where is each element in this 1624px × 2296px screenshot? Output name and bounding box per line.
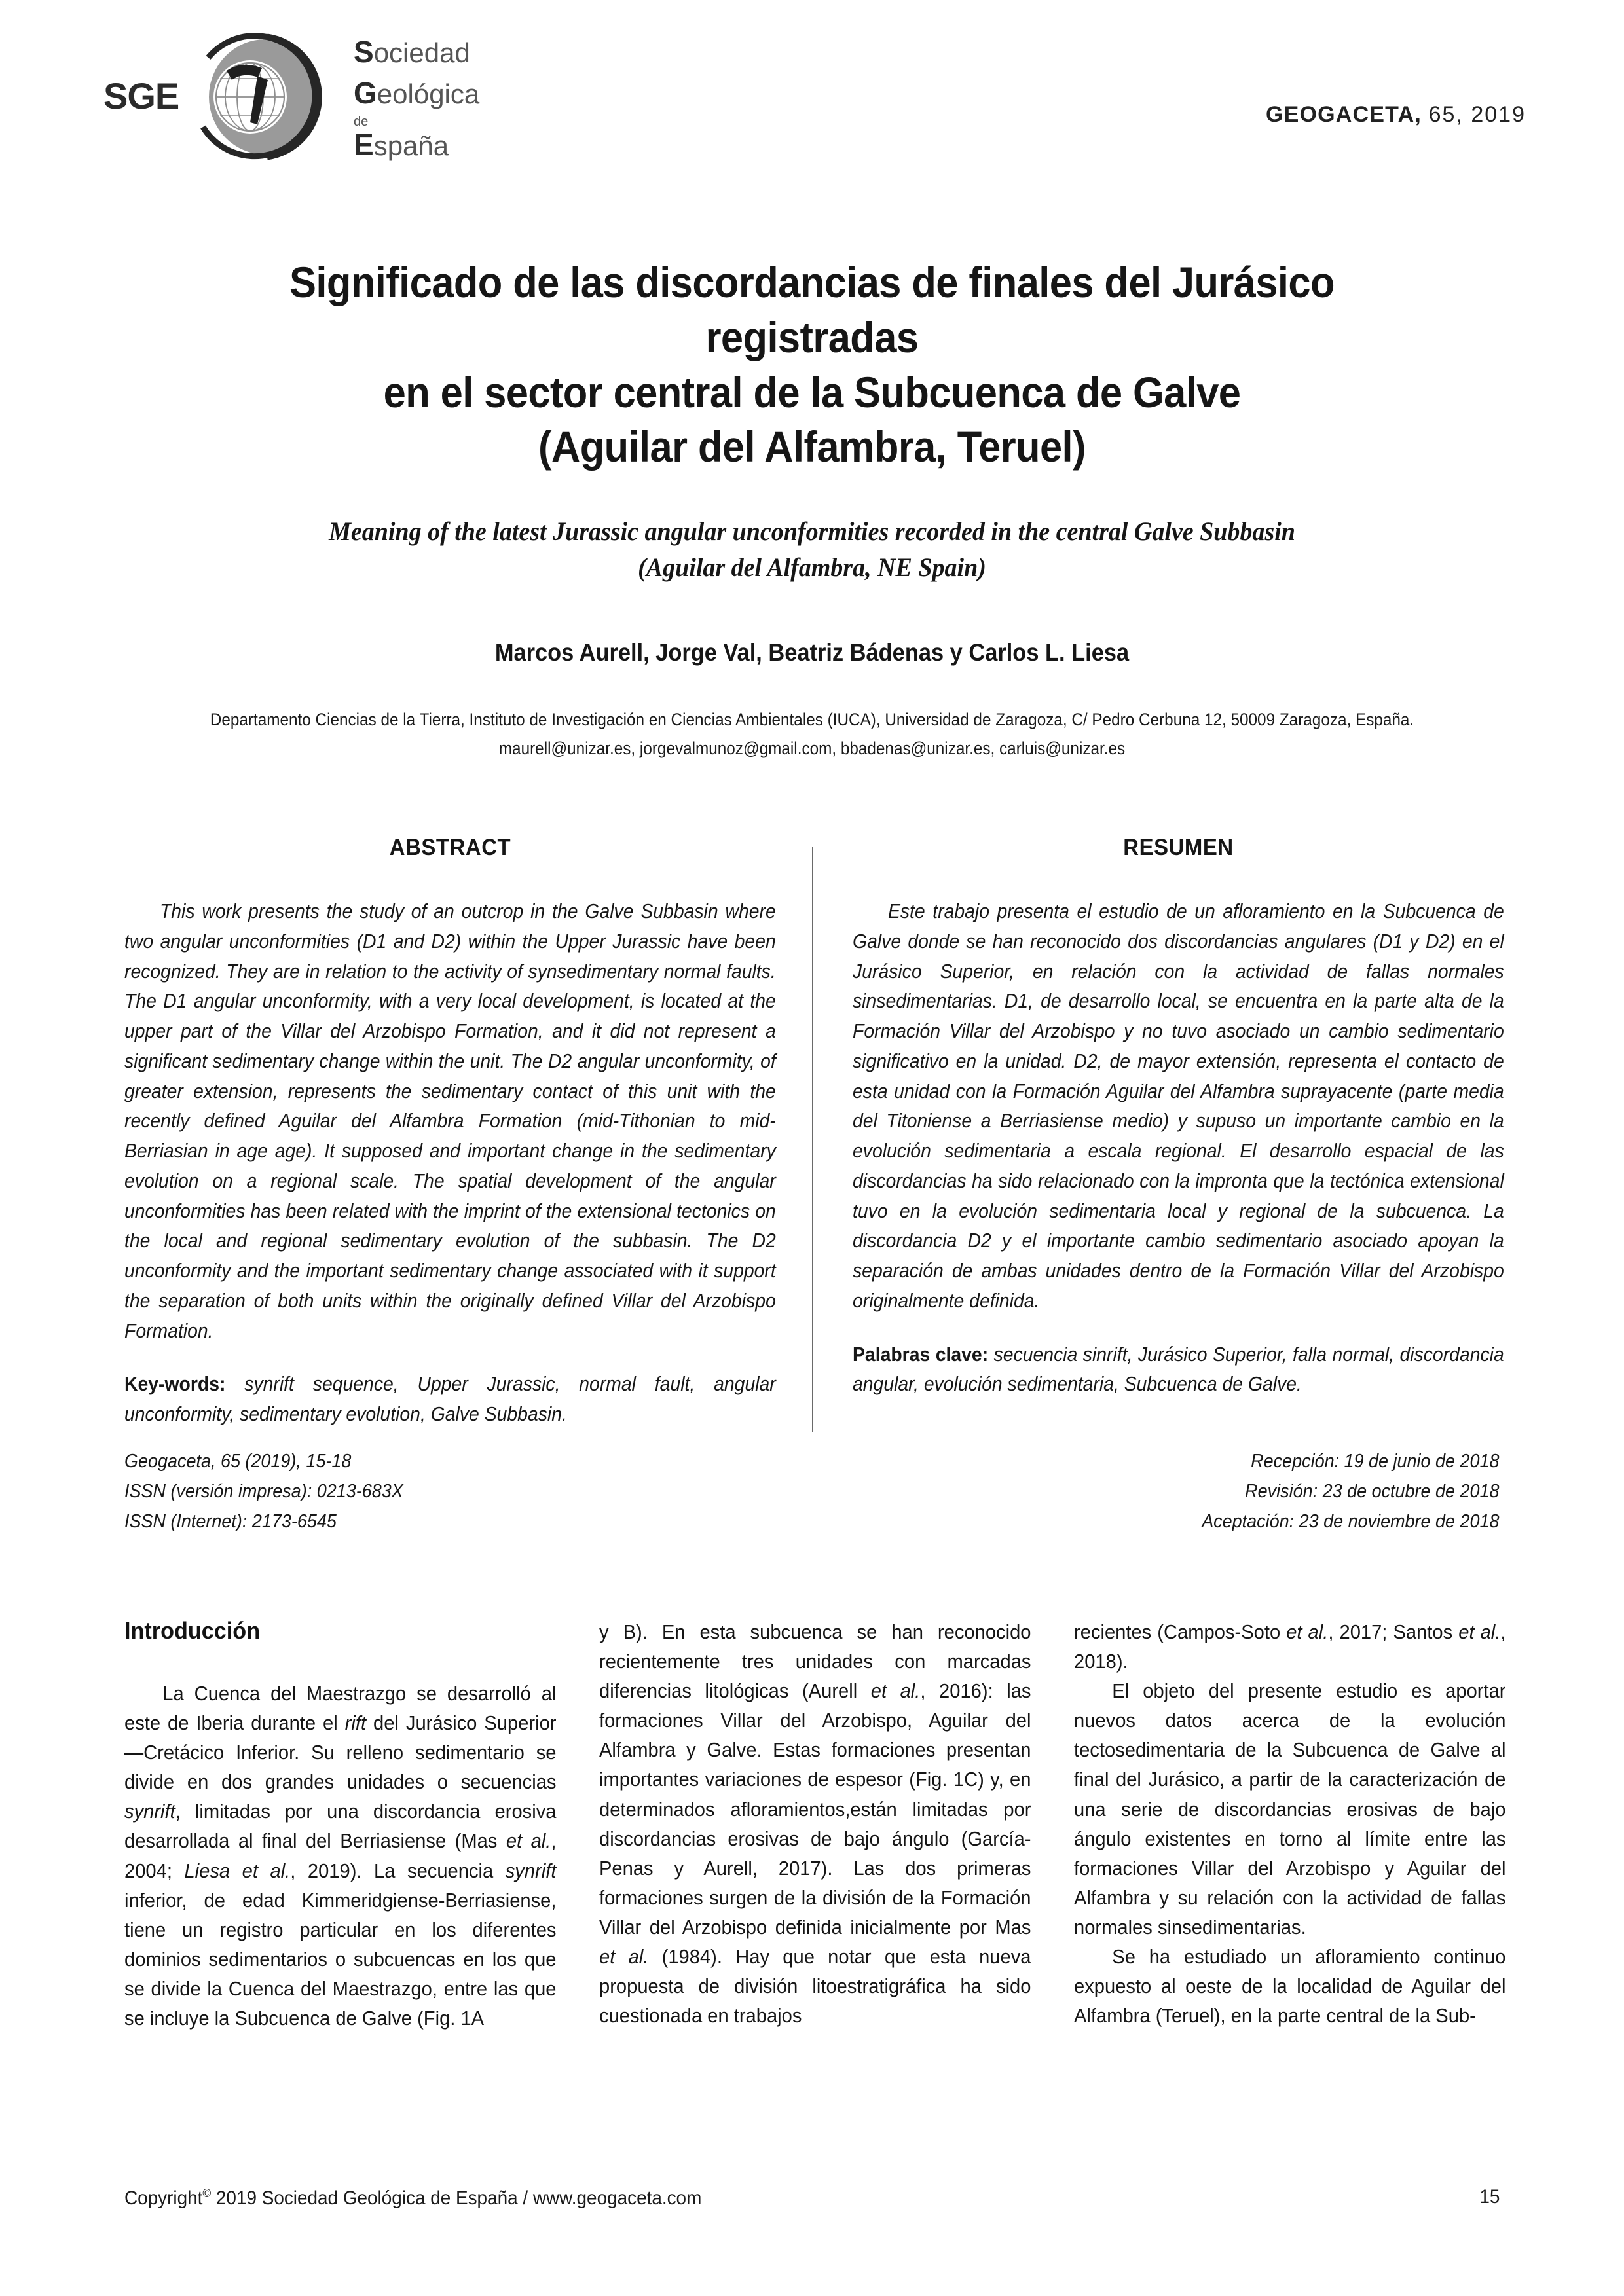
title-block bbox=[131, 255, 1493, 763]
body-column-2 bbox=[599, 1617, 1031, 2030]
accepted-date: Aceptación: 23 de noviembre de 2018 bbox=[1202, 1510, 1500, 1532]
sge-word-sociedad: ociedad bbox=[373, 37, 470, 68]
issn-print: ISSN (versión impresa): 0213-683X bbox=[124, 1480, 403, 1502]
title-en-line-1: Meaning of the latest Jurassic angular unconformities recorded in the central Galve Subbasin bbox=[329, 517, 1295, 547]
resumen-heading: RESUMEN bbox=[1123, 835, 1234, 860]
abstract-column bbox=[124, 835, 776, 1430]
title-en-line-2: (Aguilar del Alfambra, NE Spain) bbox=[638, 552, 986, 582]
sge-word-s: S bbox=[354, 35, 374, 69]
title-es-line-1: Significado de las discordancias de finales del Jurásico registradas bbox=[289, 258, 1335, 361]
affiliation-address: Departamento Ciencias de la Tierra, Instituto de Investigación en Ciencias Ambientales (IUCA), Universidad de Zaragoza, C/ Pedro Cerbuna 12, 50009 Zaragoza, España. bbox=[210, 710, 1414, 730]
author-list: Marcos Aurell, Jorge Val, Beatriz Bádenas y Carlos L. Liesa bbox=[494, 639, 1130, 666]
page-footer bbox=[124, 2186, 1500, 2219]
publication-info-right bbox=[1202, 1447, 1500, 1537]
affiliation-emails[interactable]: maurell@unizar.es, jorgevalmunoz@gmail.com, bbadenas@unizar.es, carluis@unizar.es bbox=[498, 738, 1126, 758]
publication-info bbox=[124, 1447, 1500, 1545]
paragraph: Se ha estudiado un afloramiento continuo expuesto al oeste de la localidad de Aguilar del Alfambra (Teruel), en la parte central de la Sub- bbox=[1074, 1945, 1506, 2028]
body-columns bbox=[124, 1617, 1506, 2141]
page-title-spanish bbox=[179, 255, 1445, 475]
masthead bbox=[0, 25, 1624, 175]
keywords-spanish-label: Palabras clave: bbox=[853, 1343, 989, 1366]
journal-reference bbox=[1266, 102, 1526, 128]
body-column-1 bbox=[124, 1617, 557, 2033]
copyright-suffix: 2019 Sociedad Geológica de España / www.geogaceta.com bbox=[211, 2187, 702, 2209]
sge-word-espana: spaña bbox=[373, 130, 449, 161]
paragraph: La Cuenca del Maestrazgo se desarrolló al este de Iberia durante el rift del Jurásico Superior—Cretácico Inferior. Su relleno sedimentario se divide en dos grandes unidades o secuencias synrift, limitadas por una discordancia erosiva desarrollada al final del Berriasiense (Mas et al., 2004; Liesa et al., 2019). La secuencia synrift inferior, de edad Kimmeridgiense-Berriasiense, tiene un registro particular en los diferentes dominios sedimentarios o subcuencas en los que se divide la Cuenca del Maestrazgo, entre las que se incluye la Subcuenca de Galve (Fig. 1A bbox=[124, 1682, 557, 2030]
received-date: Recepción: 19 de junio de 2018 bbox=[1251, 1451, 1500, 1472]
keywords-english-text: synrift sequence, Upper Jurassic, normal fault, angular unconformity, sedimentary evolution, Galve Subbasin. bbox=[124, 1373, 776, 1425]
sge-acronym: SGE bbox=[103, 75, 179, 117]
paragraph: y B). En esta subcuenca se han reconocido recientemente tres unidades con marcadas diferencias litológicas (Aurell et al., 2016): las formaciones Villar del Arzobispo, Aguilar del Alfambra y Galve. Estas formaciones presentan importantes variaciones de espesor (Fig. 1C) y, en determinados afloramientos,están limitadas por discordancias erosivas de bajo ángulo (García-Penas y Aurell, 2017). Las dos primeras formaciones surgen de la división de la Formación Villar del Arzobispo definida inicialmente por Mas et al. (1984). Hay que notar que esta nueva propuesta de división litoestratigráfica ha sido cuestionada en trabajos bbox=[599, 1620, 1031, 2028]
revised-date: Revisión: 23 de octubre de 2018 bbox=[1245, 1480, 1500, 1502]
abstract-text: This work presents the study of an outcrop in the Galve Subbasin where two angular unconformities (D1 and D2) within the Upper Jurassic have been recognized. They are in relation to the activity of synsedimentary normal faults. The D1 angular unconformity, with a very local development, is located at the upper part of the Villar del Arzobispo Formation, and it did not represent a significant sedimentary change within the unit. The D2 angular unconformity, of greater extension, represents the sedimentary contact of this unit with the recently defined Aguilar del Alfambra Formation (mid-Tithonian to mid-Berriasian in age age). It supposed and important change in the sedimentary evolution on a regional scale. The spatial development of the angular unconformities has been related with the imprint of the extensional tectonics on the local and regional sedimentary evolution of the subbasin. The D2 unconformity and the important sedimentary change associated with it support the separation of both units within the originally defined Villar del Arzobispo Formation. bbox=[124, 900, 776, 1342]
issn-online: ISSN (Internet): 2173-6545 bbox=[124, 1510, 337, 1532]
section-heading-introduccion: Introducción bbox=[124, 1617, 261, 1644]
publication-citation: Geogaceta, 65 (2019), 15-18 bbox=[124, 1451, 352, 1472]
copyright-notice bbox=[124, 2186, 701, 2210]
sge-logo bbox=[98, 25, 517, 162]
paragraph: recientes (Campos-Soto et al., 2017; Santos et al., 2018). bbox=[1074, 1620, 1506, 1673]
sge-word-g: G bbox=[354, 76, 377, 111]
title-es-line-3: (Aguilar del Alfambra, Teruel) bbox=[538, 422, 1086, 471]
keywords-english-label: Key-words: bbox=[124, 1373, 226, 1396]
resumen-text: Este trabajo presenta el estudio de un afloramiento en la Subcuenca de Galve donde se han reconocido dos discordancias angulares (D1 y D2) en el Jurásico Superior, en relación con la actividad de fallas normales sinsedimentarias. D1, de desarrollo local, se encuentra en la parte alta de la Formación Villar del Arzobispo y no tuvo asociado un cambio sedimentario significativo en la unidad. D2, de mayor extensión, representa el contacto de esta unidad con la Formación Aguilar del Alfambra suprayacente (parte media del Titoniense a Berriasiense medio) y supuso un importante cambio en la evolución sedimentaria a escala regional. El desarrollo espacial de las discordancias ha sido relacionado con la impronta que la tectónica extensional tuvo en la evolución sedimentaria local y regional de la subcuenca. La discordancia D2 y el importante cambio sedimentario asociado apoyan la separación de ambas unidades dentro de la Formación Villar del Arzobispo originalmente definida. bbox=[853, 900, 1504, 1312]
affiliation-block bbox=[199, 706, 1425, 763]
journal-issue-year: 65, 2019 bbox=[1428, 102, 1526, 127]
journal-name: GEOGACETA, bbox=[1265, 102, 1422, 127]
body-column-3 bbox=[1074, 1617, 1506, 2030]
abstract-heading: ABSTRACT bbox=[389, 835, 511, 860]
sge-word-de: de bbox=[354, 114, 369, 129]
sge-word-e: E bbox=[354, 127, 374, 162]
keywords-english bbox=[124, 1370, 776, 1430]
page-title-english bbox=[165, 514, 1459, 585]
resumen-column bbox=[853, 835, 1504, 1400]
sge-wordmark bbox=[354, 31, 524, 166]
publication-info-left bbox=[124, 1447, 403, 1537]
keywords-spanish-text: secuencia sinrift, Jurásico Superior, falla normal, discordancia angular, evolución sedimentaria, Subcuenca de Galve. bbox=[853, 1343, 1504, 1396]
title-es-line-2: en el sector central de la Subcuenca de Galve bbox=[383, 367, 1241, 416]
keywords-spanish bbox=[853, 1340, 1504, 1400]
sge-word-geologica: eológica bbox=[377, 79, 480, 110]
paragraph: El objeto del presente estudio es aportar nuevos datos acerca de la evolución tectosedimentaria de la Subcuenca de Galve al final del Jurásico, a partir de la caracterización de una serie de discordancias erosivas de bajo ángulo existentes en torno al límite entre las formaciones Villar del Arzobispo y Aguilar del Alfambra y su relación con la actividad de fallas normales sinsedimentarias. bbox=[1074, 1679, 1506, 1939]
copyright-symbol: © bbox=[202, 2186, 212, 2200]
copyright-text: Copyright bbox=[124, 2187, 203, 2209]
page-number: 15 bbox=[1479, 2186, 1500, 2208]
column-divider bbox=[812, 847, 813, 1432]
abstract-resumen-area bbox=[124, 835, 1504, 1444]
